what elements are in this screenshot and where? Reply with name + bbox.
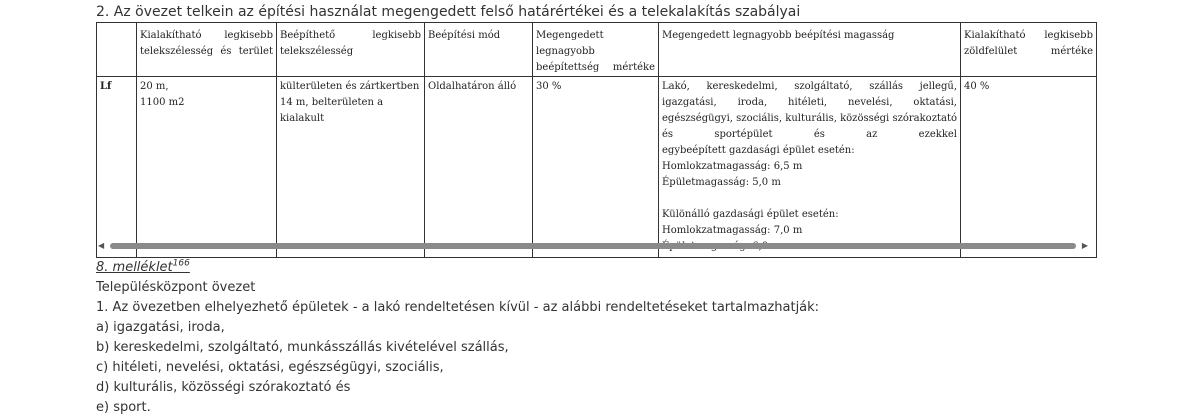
built-ratio-cell: 30 % bbox=[533, 77, 659, 258]
height-facade-2: Homlokzatmagasság: 7,0 m bbox=[662, 225, 803, 236]
min-plot-cell bbox=[137, 77, 277, 258]
buildable-width-cell bbox=[277, 77, 425, 258]
header-green-ratio: Kialakítható legkisebb zöldfelület mértéke bbox=[961, 23, 1097, 77]
list-item: c) hitéleti, nevelési, oktatási, egészségügyi, szociális, bbox=[96, 360, 444, 375]
annex-footnote-ref[interactable]: 166 bbox=[172, 258, 190, 269]
height-spacer bbox=[662, 191, 957, 207]
header-buildable-width: Beépíthető legkisebb telekszélesség bbox=[277, 23, 425, 77]
header-built-ratio: Megengedett legnagyobb beépítettség mértéke bbox=[533, 23, 659, 77]
buildable-width-line-2: 14 m, belterületen a kialakult bbox=[280, 97, 384, 124]
height-building-1: Épületmagasság: 5,0 m bbox=[662, 177, 781, 188]
header-min-plot: Kialakítható legkisebb telekszélesség és terület bbox=[137, 23, 277, 77]
building-mode-cell: Oldalhatáron álló bbox=[425, 77, 533, 258]
min-plot-width: 20 m, bbox=[140, 81, 169, 92]
zone-code-cell: Lf bbox=[97, 77, 137, 258]
header-building-mode: Beépítési mód bbox=[425, 23, 533, 77]
height-para-1-last: egybeépített gazdasági épület esetén: bbox=[662, 145, 855, 156]
annex-heading bbox=[96, 258, 819, 278]
header-height: Megengedett legnagyobb beépítési magasság bbox=[659, 23, 961, 77]
scroll-left-icon[interactable]: ◀ bbox=[98, 241, 105, 250]
scrollbar-thumb[interactable] bbox=[110, 243, 1076, 249]
height-para-2: Különálló gazdasági épület esetén: bbox=[662, 209, 839, 220]
intro-paragraph: 1. Az övezetben elhelyezhető épületek - a lakó rendeltetésen kívül - az alábbi rendeltetéseket tartalmazhatják: bbox=[96, 300, 820, 315]
section-heading: 2. Az övezet telkein az építési használat megengedett felső határértékei és a telekalakítás szabályai bbox=[96, 4, 801, 20]
zone-title: Településközpont övezet bbox=[96, 280, 256, 295]
height-cell bbox=[659, 77, 961, 258]
list-item: e) sport. bbox=[96, 400, 151, 415]
regulation-table-container[interactable] bbox=[96, 22, 1093, 240]
buildable-width-line-1: külterületen és zártkertben bbox=[280, 81, 420, 92]
header-zone-code bbox=[97, 23, 137, 77]
horizontal-scrollbar[interactable] bbox=[96, 240, 1090, 252]
regulation-table bbox=[96, 22, 1097, 258]
height-facade-1: Homlokzatmagasság: 6,5 m bbox=[662, 161, 803, 172]
list-item: d) kulturális, közösségi szórakoztató és bbox=[96, 380, 351, 395]
scroll-right-icon[interactable]: ▶ bbox=[1081, 241, 1088, 250]
green-ratio-cell: 40 % bbox=[961, 77, 1097, 258]
table-row bbox=[97, 77, 1097, 258]
min-plot-area: 1100 m2 bbox=[140, 97, 185, 108]
height-para-1: Lakó, kereskedelmi, szolgáltató, szállás jellegű, igazgatási, iroda, hitéleti, nevelési, oktatási, egészségügyi, szociális, kulturális, közösségi szórakoztató és sportépület és az ezekkel bbox=[662, 81, 957, 140]
annex-link[interactable]: 8. melléklet$^{166}$ bbox=[96, 258, 190, 275]
list-item: b) kereskedelmi, szolgáltató, munkásszállás kivételével szállás, bbox=[96, 340, 509, 355]
annex-content bbox=[96, 258, 819, 418]
list-item: a) igazgatási, iroda, bbox=[96, 320, 225, 335]
table-header-row bbox=[97, 23, 1097, 77]
